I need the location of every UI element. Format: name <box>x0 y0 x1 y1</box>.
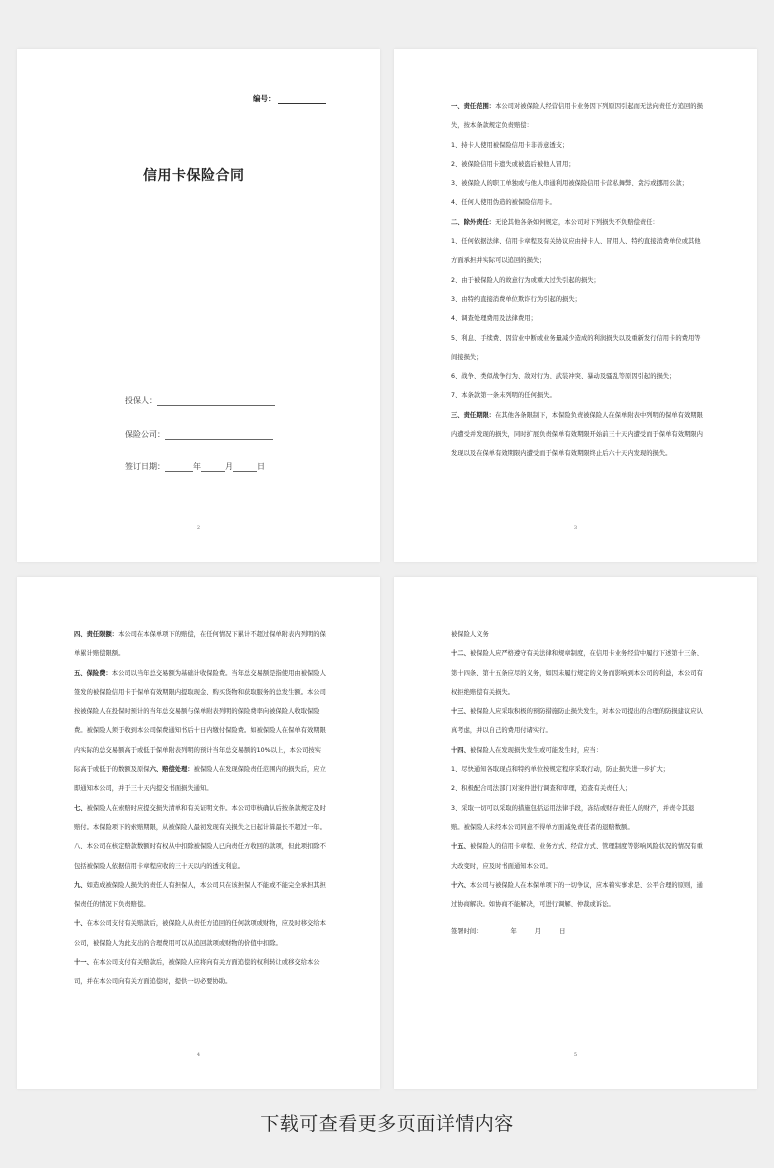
clause-text: 2、由于被保险人的故意行为或重大过失引起的损失； <box>451 276 600 284</box>
paragraph <box>451 386 703 405</box>
clause-heading: 六、赔偿处理： <box>149 766 194 774</box>
insured-field <box>125 395 275 406</box>
clause-text: 八、本公司在核定赔款数额时有权从中扣除被保险人已向责任方收回的款项，但此项扣除不包括被保险人依据信用卡章程应收的三十天以内的透支利息。 <box>74 843 326 870</box>
page-number: 2 <box>196 525 201 531</box>
clause-text: 1、任何依据法律、信用卡章程及有关协议应由持卡人、冒用人、特约直接消费单位或其他方面承担并实际可以追回的损失； <box>451 238 701 265</box>
clause-text: 本公司在本保单项下的赔偿，在任何情况下累计不超过保单附表内列明的保单累计赔偿限额。 <box>74 631 326 658</box>
clause-text: 1、持卡人使用被保险信用卡非善意透支； <box>451 141 569 149</box>
section-heading: 被保险人义务 <box>451 631 489 638</box>
clause-text: 在本公司支付有关赔款后，被保险人应将向有关方面追偿的权利转让或移交给本公司，并在本公司向有关方面追偿时，提供一切必要协助。 <box>74 959 320 986</box>
paragraph <box>74 876 326 915</box>
clause-heading: 十三、 <box>451 708 470 716</box>
contract-number-label: 编号： <box>253 94 276 103</box>
paragraph <box>451 290 703 309</box>
paragraph <box>74 953 326 992</box>
page-body <box>451 97 703 464</box>
paragraph <box>451 309 703 328</box>
clause-text: 6、战争、类似战争行为、敌对行为、武装冲突、暴动及骚乱等原因引起的损失； <box>451 373 676 381</box>
paragraph <box>451 213 703 232</box>
paragraph <box>451 799 703 838</box>
clause-text: 无论其他各条如何规定，本公司对下列损失不负赔偿责任： <box>495 218 659 226</box>
clause-text: 如造成被保险人损失的责任人有担保人，本公司只在该担保人不能或不能完全承担其担保责任的情况下负责赔偿。 <box>74 881 326 909</box>
insured-label: 投保人： <box>125 396 157 405</box>
page-number: 3 <box>573 525 578 531</box>
insurer-line <box>165 430 273 440</box>
paragraph <box>451 136 703 155</box>
insurer-label: 保险公司： <box>125 430 165 439</box>
clause-text: 被保险人应采取积极的预防措施防止损失发生，对本公司提出的合理的防损建议应认真考虑，并以自己的费用付诸实行。 <box>451 708 703 735</box>
paragraph <box>451 367 703 386</box>
paragraph <box>451 760 703 779</box>
clause-heading: 四、责任限额： <box>74 631 119 638</box>
sign-date-label: 签订日期： <box>125 462 165 471</box>
clause-text: 4、任何人使用伪造的被保险信用卡。 <box>451 199 556 207</box>
paragraph <box>451 97 703 136</box>
paragraph <box>74 914 326 953</box>
clause-heading: 十二、 <box>451 650 470 658</box>
paragraph <box>451 329 703 368</box>
clause-heading: 二、除外责任： <box>451 218 496 226</box>
clause-text: 被保险人应严格遵守有关法律和规章制度，在信用卡业务经营中履行下述第十三条、第十四条、第十五条应尽的义务，如因未履行规定的义务而影响到本公司的利益，本公司有权拒绝赔偿有关损失。 <box>451 650 703 696</box>
clause-text: 3、采取一切可以采取的措施包括运用法律手段，冻结或财存责任人的财产，并责令其退赔。被保险人未经本公司同意不得单方面减免责任者的退赔数额。 <box>451 804 695 831</box>
paragraph <box>74 799 326 838</box>
paragraph <box>451 837 703 876</box>
paragraph <box>451 741 703 760</box>
clause-text: 1、尽快通知各取现点和特约单位按规定程序采取行动，防止损失进一步扩大； <box>451 766 670 774</box>
page-title: 信用卡保险合同 <box>143 168 245 184</box>
page-body <box>451 625 703 942</box>
clause-text: 被保险人在索赔时应提交损失清单和有关证明文件。本公司审核确认后按条款规定及时赔付。本保险项下的索赔期限，从被保险人最初发现有关损失之日起计算最长不超过一年。 <box>74 804 326 831</box>
paragraph <box>451 876 703 915</box>
paragraph <box>74 625 326 664</box>
clause-heading: 十、 <box>74 920 87 928</box>
clause-text: 2、积极配合司法部门对案件进行调查和审理，追查有关责任人； <box>451 785 632 793</box>
insurer-field <box>125 429 273 440</box>
contract-number-line <box>278 95 326 104</box>
sign-time: 签署时间： 年 月 日 <box>451 928 566 936</box>
document-page-5 <box>394 577 757 1089</box>
clause-text: 4、调查处理费用及法律费用； <box>451 315 537 323</box>
sign-date-field: 签订日期： 年 月 日 <box>125 462 265 471</box>
document-page-3 <box>394 49 757 562</box>
insured-line <box>157 396 275 406</box>
clause-text: 2、被保险信用卡遗失或被盗后被他人冒用； <box>451 160 575 168</box>
paragraph <box>451 174 703 193</box>
paragraph-list <box>451 644 703 914</box>
clause-text: 被保险人的信用卡章程、业务方式、经营方式、管理制度等影响风险状况的情况有重大改变时，应及时书面通知本公司。 <box>451 843 703 870</box>
clause-heading: 十一、 <box>74 959 93 967</box>
paragraph <box>451 155 703 174</box>
clause-heading: 三、责任期限： <box>451 411 496 419</box>
clause-heading: 九、 <box>74 881 87 889</box>
paragraph <box>451 232 703 271</box>
page-number: 4 <box>196 1052 201 1058</box>
page-body <box>74 625 326 992</box>
clause-heading: 十五、 <box>451 843 470 851</box>
document-page-4 <box>17 577 380 1089</box>
clause-text: 5、利息、手续费、因营业中断或业务量减少造成的利润损失以及重新发行信用卡的费用等间接损失； <box>451 334 701 361</box>
clause-heading: 十六、 <box>451 881 470 889</box>
paragraph <box>74 664 326 799</box>
clause-text: 7、本条款第一条未列明的任何损失。 <box>451 392 556 400</box>
paragraph <box>74 837 326 876</box>
clause-text: 被保险人在发现损失发生或可能发生时，应当： <box>469 746 603 754</box>
download-caption: 下载可查看更多页面详情内容 <box>260 1113 514 1135</box>
paragraph <box>451 271 703 290</box>
clause-text: 3、被保险人的职工单独或与他人串通利用被保险信用卡营私舞弊、贪污或挪用公款； <box>451 180 688 188</box>
paragraph <box>451 644 703 702</box>
clause-text: 本公司以当年总交易额为基础计收保险费。当年总交易额是指使用由被保险人签发的被保险信用卡于保单有效期限内提取现金、购买货物和获取服务的总发生额。本公司按被保险人在投保时预计的当年总交易额与保单附表列明的保险费率向被保险人收取保险费。被保险人须于收到本公司保费通知书后十日内缴付保险费。如被保险人在保单有效期限内实际的总交易额高于或低于保单附表列明的预计当年总交易额的10%以上，本公司按实际高于或低于的数额及原保 <box>74 669 326 774</box>
clause-text: 本公司对被保险人经营信用卡业务因下列原因引起而无法向责任方追回的损失，按本条款规定负责赔偿： <box>451 103 703 130</box>
paragraph <box>451 406 703 464</box>
clause-text: 3、由特约直接消费单位欺诈行为引起的损失； <box>451 295 581 303</box>
clause-text: 在本公司支付有关赔款后，被保险人从责任方追回的任何款项或财物，应及时移交给本公司，被保险人为此支出的合理费用可以从追回款项或财物的价值中扣除。 <box>74 920 326 947</box>
document-page-2 <box>17 49 380 562</box>
clause-heading: 七、 <box>74 804 87 812</box>
page-number: 5 <box>573 1052 578 1058</box>
paragraph <box>451 193 703 212</box>
clause-heading: 五、保险费： <box>74 669 112 677</box>
paragraph <box>451 702 703 741</box>
clause-text: 被保险人在发现保险责任范围内的损失后，应立即通知本公司，并于三十天内提交书面损失通知。 <box>74 766 326 793</box>
contract-number <box>253 93 326 104</box>
clause-text: 在其他各条限制下，本保险负责被保险人在保单附表中列明的保单有效期限内遭受并发现的损失，同时扩展负责保单有效期限开始前三十天内遭受而于保单有效期限内发现以及在保单有效期限内遭受而于保单有效期限终止后六十天内发现的损失。 <box>451 411 703 458</box>
clause-heading: 一、责任范围： <box>451 103 496 110</box>
clause-heading: 十四、 <box>451 746 470 754</box>
clause-text: 本公司与被保险人在本保单项下的一切争议，应本着实事求是、公平合理的原则，通过协商解决。如协商不能解决，可进行调解、仲裁或诉讼。 <box>451 881 703 909</box>
paragraph <box>451 779 703 798</box>
